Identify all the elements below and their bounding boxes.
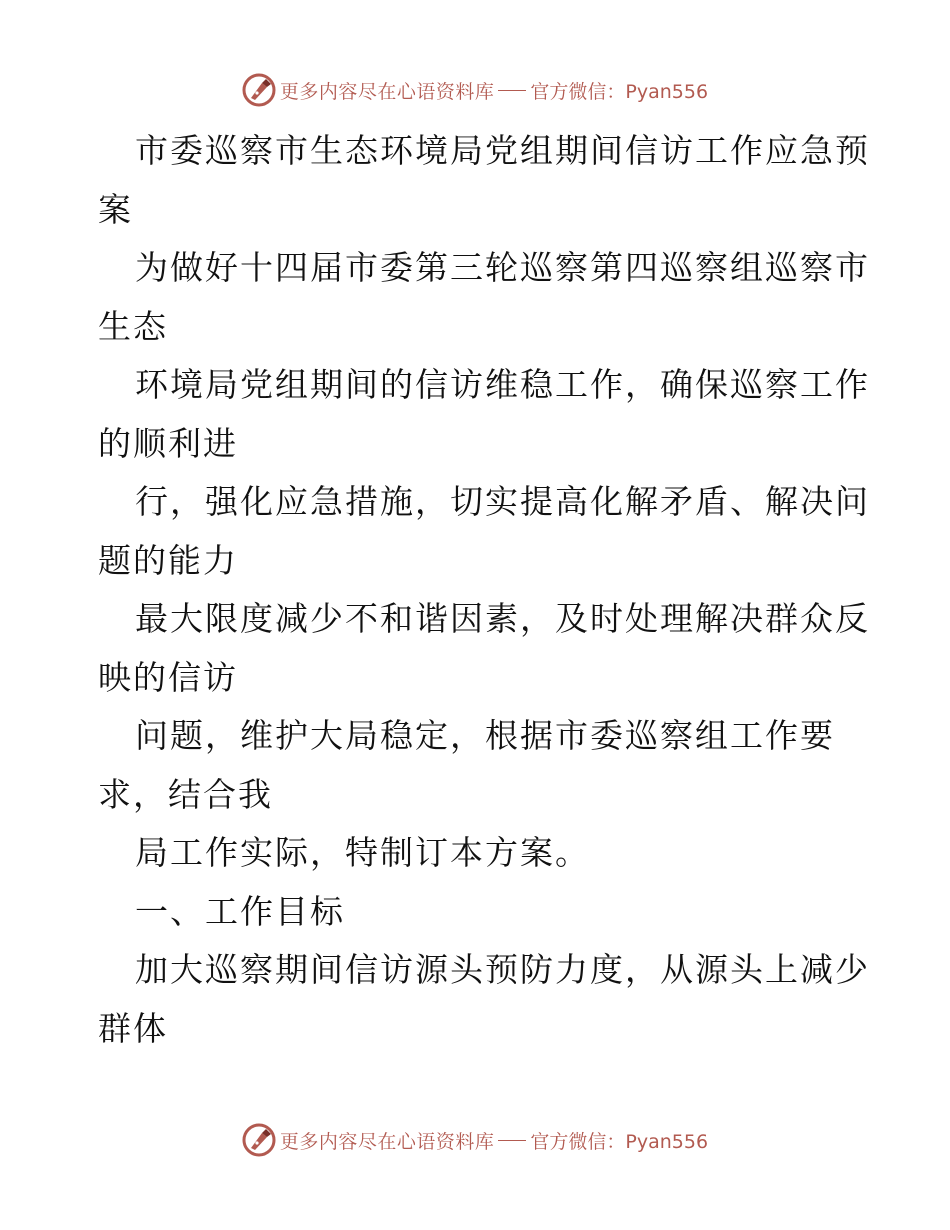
section-heading: 一、工作目标 bbox=[135, 891, 345, 931]
doc-line: 为做好十四届市委第三轮巡察第四巡察组巡察市 bbox=[135, 248, 870, 287]
doc-line: 的顺利进 bbox=[98, 423, 238, 463]
banner-title: 更多内容尽在心语资料库 bbox=[279, 80, 495, 103]
doc-line: 问题，维护大局稳定，根据市委巡察组工作要 bbox=[135, 716, 835, 755]
doc-line: 最大限度减少不和谐因素，及时处理解决群众反 bbox=[135, 599, 870, 638]
header-banner bbox=[0, 70, 950, 110]
pen-nib-logo-icon bbox=[242, 1123, 276, 1157]
banner-wechat: 官方微信：Pyan556 bbox=[530, 1130, 709, 1153]
doc-line: 求，结合我 bbox=[98, 774, 273, 814]
banner-title: 更多内容尽在心语资料库 bbox=[279, 1130, 495, 1153]
doc-line: 映的信访 bbox=[98, 657, 238, 697]
doc-line: 环境局党组期间的信访维稳工作，确保巡察工作 bbox=[135, 365, 870, 404]
doc-line: 市委巡察市生态环境局党组期间信访工作应急预 bbox=[135, 131, 870, 170]
doc-line: 加大巡察期间信访源头预防力度，从源头上减少 bbox=[135, 950, 870, 989]
banner-wechat: 官方微信：Pyan556 bbox=[530, 80, 709, 103]
doc-line: 群体 bbox=[98, 1008, 168, 1048]
banner-separator bbox=[498, 90, 526, 91]
doc-line: 案 bbox=[98, 189, 133, 229]
footer-banner bbox=[0, 1120, 950, 1160]
doc-line: 局工作实际，特制订本方案。 bbox=[135, 833, 590, 872]
doc-line: 生态 bbox=[98, 306, 168, 346]
banner-separator bbox=[498, 1140, 526, 1141]
document-body bbox=[98, 122, 870, 1058]
doc-line: 行，强化应急措施，切实提高化解矛盾、解决问 bbox=[135, 482, 870, 521]
pen-nib-logo-icon bbox=[242, 73, 276, 107]
doc-line: 题的能力 bbox=[98, 540, 238, 580]
